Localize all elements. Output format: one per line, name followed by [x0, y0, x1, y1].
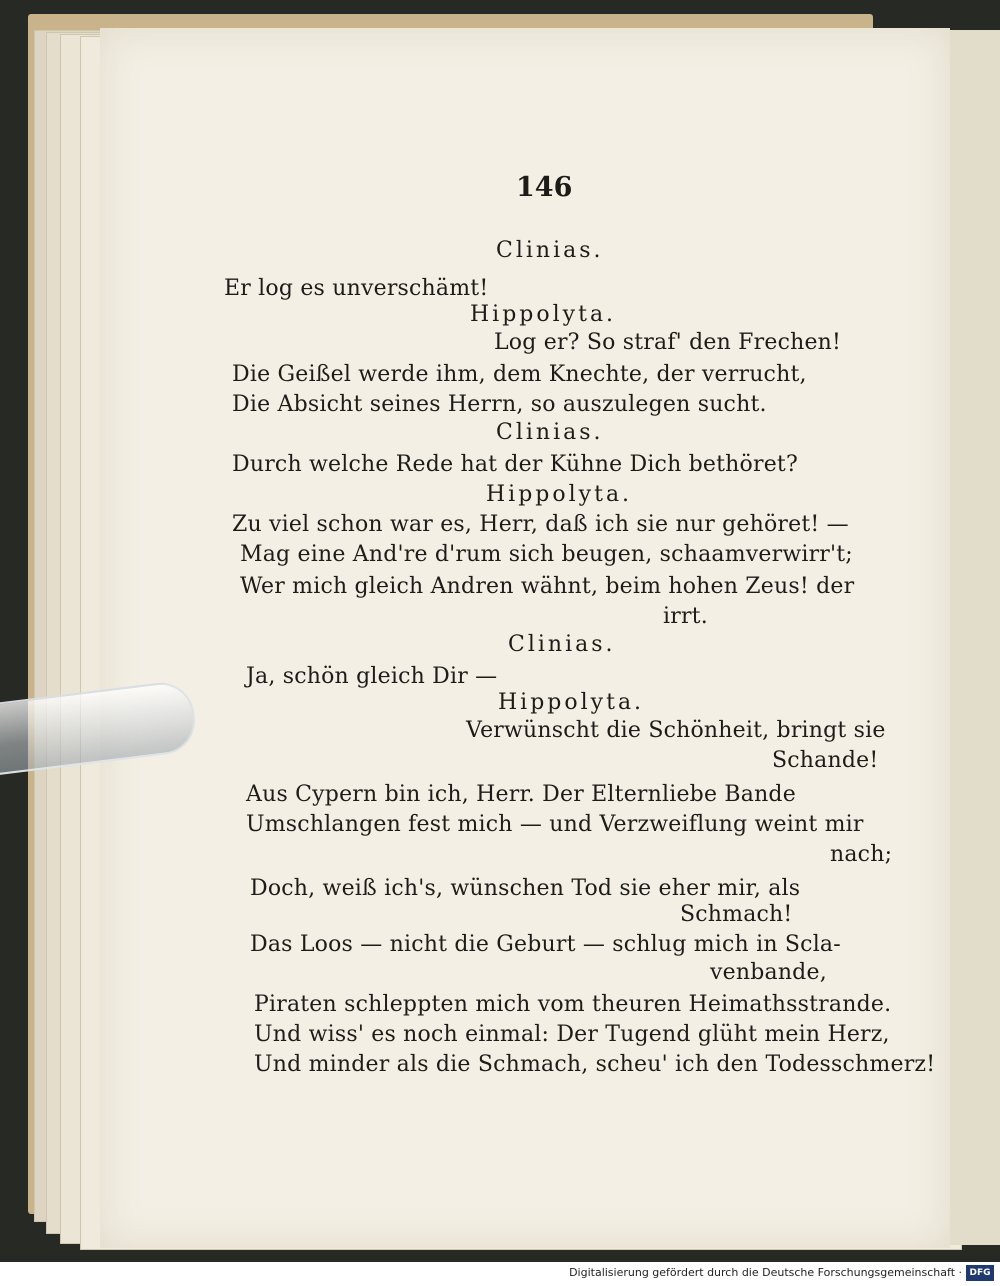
verse-line: Und minder als die Schmach, scheu' ich den Todesschmerz!: [254, 1052, 936, 1077]
verse-line: Und wiss' es noch einmal: Der Tugend glüht mein Herz,: [254, 1022, 890, 1047]
verse-line: Doch, weiß ich's, wünschen Tod sie eher mir, als: [250, 876, 801, 901]
speaker-name: Clinias.: [496, 238, 604, 263]
verse-line: Die Absicht seines Herrn, so auszulegen sucht.: [232, 392, 767, 417]
verse-line: Durch welche Rede hat der Kühne Dich bethöret?: [232, 452, 798, 477]
verse-line: Er log es unverschämt!: [224, 276, 489, 301]
dfg-logo: DFG: [966, 1265, 994, 1281]
speaker-name: Clinias.: [496, 420, 604, 445]
verse-line: nach;: [830, 842, 893, 867]
verse-line: Das Loos — nicht die Geburt — schlug mich in Scla-: [250, 932, 841, 957]
page-number: 146: [516, 172, 573, 203]
digitization-credit: Digitalisierung gefördert durch die Deutsche Forschungsgemeinschaft ·: [569, 1266, 962, 1279]
speaker-name: Hippolyta.: [470, 302, 617, 327]
verse-line: Mag eine And're d'rum sich beugen, schaamverwirr't;: [240, 542, 853, 567]
verse-line: Zu viel schon war es, Herr, daß ich sie nur gehöret! —: [232, 512, 849, 537]
verse-line: Umschlangen fest mich — und Verzweiflung weint mir: [246, 812, 864, 837]
verse-line: Schande!: [772, 748, 879, 773]
verse-line: Aus Cypern bin ich, Herr. Der Elternliebe Bande: [246, 782, 796, 807]
speaker-name: Hippolyta.: [498, 690, 645, 715]
verse-line: venbande,: [710, 960, 827, 985]
facing-page-edge: [948, 30, 1000, 1245]
verse-line: Die Geißel werde ihm, dem Knechte, der verrucht,: [232, 362, 807, 387]
verse-line: Schmach!: [680, 902, 793, 927]
speaker-name: Hippolyta.: [486, 482, 633, 507]
verse-line: irrt.: [663, 604, 708, 629]
verse-line: Log er? So straf' den Frechen!: [494, 330, 842, 355]
verse-line: Ja, schön gleich Dir —: [246, 664, 498, 689]
verse-line: Piraten schleppten mich vom theuren Heimathsstrande.: [254, 992, 892, 1017]
verse-line: Verwünscht die Schönheit, bringt sie: [466, 718, 886, 743]
speaker-name: Clinias.: [508, 632, 616, 657]
verse-line: Wer mich gleich Andren wähnt, beim hohen Zeus! der: [240, 574, 855, 599]
